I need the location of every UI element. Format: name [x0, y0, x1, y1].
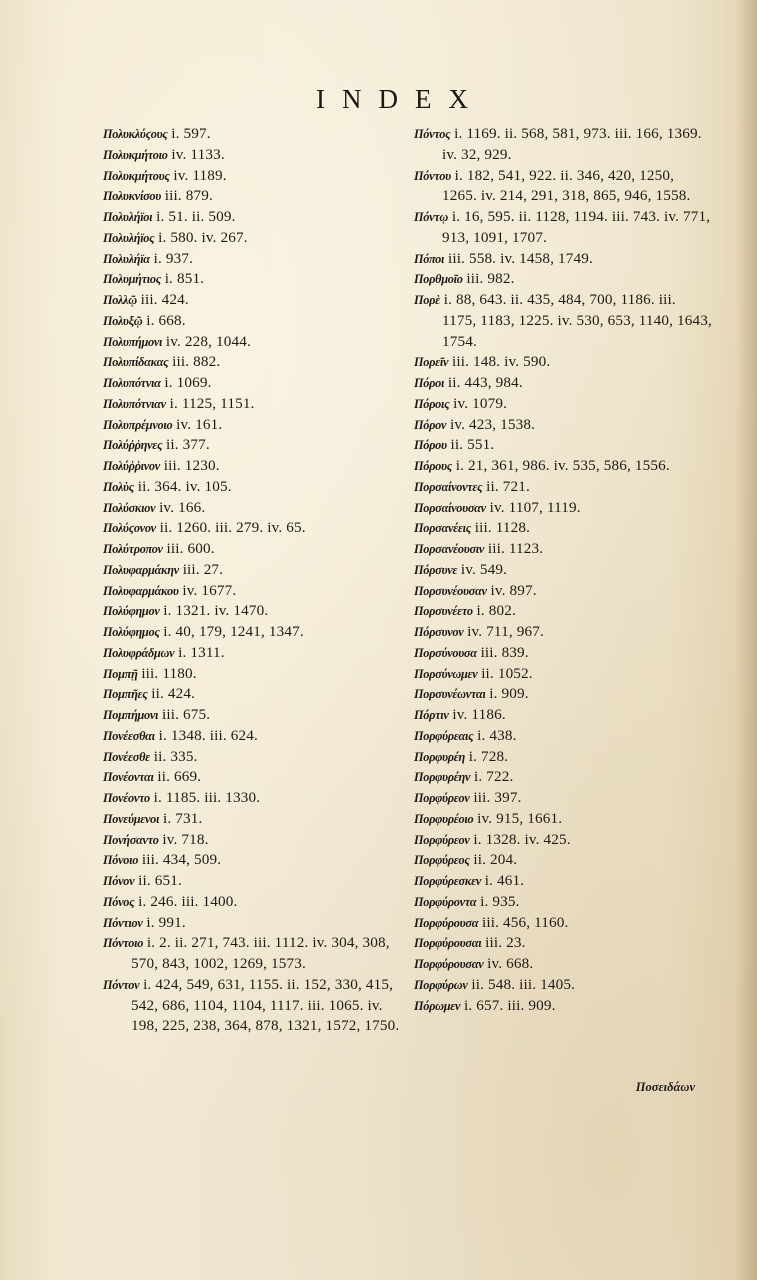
- index-term: Πολυκλύϛους: [103, 127, 168, 141]
- index-references: ii. 721.: [486, 477, 530, 495]
- index-references: i. 728.: [468, 747, 509, 765]
- index-term: Πορφύρεαις: [414, 728, 474, 743]
- index-entry: [103, 830, 403, 851]
- index-entry: [103, 332, 403, 353]
- index-entry: [414, 788, 712, 809]
- index-references: iii. 879.: [164, 187, 213, 205]
- index-references: ii. 551.: [450, 436, 495, 454]
- index-term: Πορφύρουσαι: [414, 936, 482, 951]
- index-term: Πολυφαρμάκην: [103, 562, 179, 577]
- index-references: iv. 1133.: [171, 145, 225, 163]
- index-term: Πολύφημον: [103, 604, 160, 619]
- index-entry: [414, 830, 712, 851]
- index-term: Πολυκνίσου: [103, 189, 161, 204]
- index-references: ii. 204.: [473, 851, 518, 869]
- index-references: iv. 166.: [159, 498, 206, 516]
- index-term: Πολυκμήτους: [103, 168, 170, 183]
- index-references: iii. 27.: [182, 560, 224, 578]
- index-term: Πόντου: [414, 168, 451, 183]
- index-entry: [103, 269, 403, 290]
- index-entry: [103, 290, 403, 311]
- index-entry: [103, 913, 403, 934]
- index-references: iv. 549.: [460, 560, 508, 578]
- index-entry: [414, 435, 712, 456]
- index-entry: [103, 601, 403, 622]
- index-term: Πορφύρεον: [414, 832, 470, 847]
- index-entry: [414, 166, 712, 208]
- index-entry: [414, 933, 712, 954]
- index-term: Πολύϛονον: [103, 521, 156, 536]
- index-term: Πόνον: [103, 874, 135, 888]
- index-references: iii. 600.: [166, 540, 215, 557]
- index-entry: [103, 166, 403, 187]
- index-term: Πονεύμενοι: [103, 811, 160, 826]
- index-references: i. 1185. iii. 1330.: [153, 789, 261, 806]
- index-entry: [414, 664, 712, 685]
- index-term: Πόροις: [414, 396, 450, 411]
- index-entry: [103, 643, 403, 664]
- index-entry: [414, 601, 712, 622]
- index-references: iii. 882.: [172, 353, 221, 371]
- index-term: Πορσυνέετο: [414, 604, 473, 619]
- index-term: Πορσανέεις: [414, 521, 471, 536]
- index-entry: [414, 975, 712, 996]
- index-entry: [414, 726, 712, 747]
- index-term: Πόρον: [414, 417, 447, 432]
- index-term: Πορσαίνοντες: [414, 479, 483, 494]
- index-entry: [103, 477, 403, 498]
- index-references: i. 580. iv. 267.: [158, 228, 248, 246]
- index-term: Πολύφημος: [103, 625, 160, 639]
- index-entry: [414, 352, 712, 373]
- index-term: Πορφυρέοιο: [414, 811, 474, 826]
- index-term: Πόνος: [103, 894, 135, 909]
- index-term: Πολυλήϊα: [103, 251, 150, 266]
- index-term: Πόντοιο: [103, 936, 144, 951]
- index-references: i. 1169. ii. 568, 581, 973. iii. 166, 1369. iv. 32, 929.: [442, 125, 702, 163]
- index-entry: [414, 747, 712, 768]
- index-references: ii. 669.: [157, 768, 202, 786]
- index-references: i. 851.: [164, 270, 205, 288]
- index-references: i. 88, 643. ii. 435, 484, 700, 1186. iii. 1175, 1183, 1225. iv. 530, 653, 1140, 1643, 1754.: [442, 291, 712, 350]
- index-entry: [414, 581, 712, 602]
- index-references: iii. 424.: [140, 291, 189, 308]
- index-references: ii. 1260. iii. 279. iv. 65.: [159, 519, 306, 537]
- index-references: iv. 228, 1044.: [165, 332, 251, 350]
- index-term: Πονέονται: [103, 770, 154, 785]
- index-entry: [103, 311, 403, 332]
- index-term: Πολυλήϊος: [103, 230, 155, 245]
- index-term: Πόντῳ: [414, 210, 449, 224]
- index-entry: [414, 518, 712, 539]
- index-entry: [103, 975, 403, 1037]
- index-term: Πολυλήϊοι: [103, 210, 153, 224]
- index-entry: [414, 373, 712, 394]
- index-entry: [103, 249, 403, 270]
- index-term: Πολυπρέμνοιο: [103, 417, 173, 432]
- index-term: Πορφύρων: [414, 977, 468, 992]
- index-term: Πολυπότνιαν: [103, 396, 166, 411]
- index-entry: [103, 871, 403, 892]
- index-entry: [414, 207, 712, 249]
- index-references: i. 657. iii. 909.: [463, 996, 556, 1014]
- index-entry: [414, 498, 712, 519]
- index-term: Πορφυρέην: [414, 770, 471, 785]
- index-term: Πόρσυνον: [414, 625, 464, 639]
- index-entry: [103, 352, 403, 373]
- index-references: iv. 668.: [487, 955, 534, 972]
- index-term: Πορσύνουσα: [414, 645, 477, 660]
- page-header: INDEX: [316, 84, 485, 114]
- index-references: i. 1321. iv. 1470.: [163, 602, 269, 620]
- index-references: i. 802.: [476, 602, 516, 620]
- index-references: iii. 23.: [485, 934, 526, 952]
- index-term: Πολλῷ: [103, 293, 137, 307]
- index-term: Πόντος: [414, 127, 451, 141]
- index-entry: [414, 767, 712, 788]
- index-term: Πολύτροπον: [103, 542, 163, 556]
- index-references: i. 424, 549, 631, 1155. ii. 152, 330, 415, 542, 686, 1104, 1104, 1117. iii. 1065. iv. 198, 225, 238, 364, 878, 1321, 1572, 1750.: [131, 975, 400, 1035]
- index-term: Πόνοιο: [103, 853, 139, 868]
- index-entry: [414, 456, 712, 477]
- index-references: i. 731.: [162, 809, 203, 827]
- index-term: Πόρωμεν: [414, 998, 461, 1013]
- index-entry: [103, 207, 403, 228]
- index-references: ii. 424.: [151, 685, 196, 703]
- index-references: iii. 148. iv. 590.: [451, 353, 551, 371]
- index-entry: [103, 809, 403, 830]
- index-entry: [414, 415, 712, 436]
- index-term: Πορὲ: [414, 293, 440, 307]
- index-references: iii. 1128.: [474, 519, 531, 537]
- index-term: Πορφύρουσα: [414, 915, 479, 930]
- index-references: i. 461.: [484, 872, 525, 889]
- index-references: i. 21, 361, 986. iv. 535, 586, 1556.: [455, 457, 670, 474]
- index-term: Πόντον: [103, 977, 140, 992]
- page-edge-shadow: [735, 0, 757, 1280]
- index-references: iv. 1189.: [173, 166, 227, 184]
- index-entry: [103, 664, 403, 685]
- index-references: i. 668.: [146, 311, 186, 329]
- index-term: Πονέεσθε: [103, 749, 150, 764]
- index-entry: [103, 581, 403, 602]
- index-references: i. 1328. iv. 425.: [473, 830, 571, 848]
- index-entry: [414, 871, 712, 892]
- index-references: i. 1125, 1151.: [169, 394, 255, 412]
- index-term: Πορσανέουσιν: [414, 542, 485, 556]
- index-entry: [103, 892, 403, 913]
- index-term: Πονήσαντο: [103, 832, 159, 847]
- index-references: iv. 161.: [176, 415, 223, 433]
- index-term: Πολύῤῥινον: [103, 459, 160, 473]
- index-term: Πολὺς: [103, 479, 134, 494]
- index-term: Πόρους: [414, 459, 452, 473]
- index-term: Πομπῆες: [103, 687, 148, 702]
- index-entry: [103, 145, 403, 166]
- index-references: i. 722.: [473, 768, 514, 786]
- index-references: i. 40, 179, 1241, 1347.: [163, 623, 304, 640]
- index-term: Πορφυρέη: [414, 749, 465, 764]
- index-term: Πονέοντο: [103, 791, 150, 805]
- index-references: i. 182, 541, 922. ii. 346, 420, 1250, 1265. iv. 214, 291, 318, 865, 946, 1558.: [442, 166, 691, 205]
- index-references: iii. 982.: [466, 270, 515, 288]
- index-term: Πόρσυνε: [414, 562, 458, 577]
- index-entry: [414, 622, 712, 643]
- index-entry: [103, 228, 403, 249]
- index-term: Πορφύρεσκεν: [414, 874, 481, 888]
- index-entry: [414, 705, 712, 726]
- index-term: Πορσυνέωνται: [414, 687, 486, 702]
- index-references: iv. 915, 1661.: [477, 809, 563, 827]
- index-references: iii. 1123.: [487, 540, 544, 557]
- index-term: Πορφύρεον: [414, 791, 470, 805]
- index-references: ii. 1052.: [481, 664, 533, 682]
- index-entry: [414, 539, 712, 560]
- index-term: Πόρου: [414, 438, 447, 453]
- index-entry: [414, 913, 712, 934]
- index-references: i. 51. ii. 509.: [156, 208, 236, 225]
- index-entry: [103, 747, 403, 768]
- index-term: Πολυμήτιος: [103, 272, 161, 287]
- index-term: Πολύῤῥηνες: [103, 438, 163, 453]
- index-column-right: [414, 124, 712, 1016]
- index-references: iv. 711, 967.: [467, 623, 544, 640]
- index-references: i. 246. iii. 1400.: [138, 892, 238, 910]
- index-entry: [414, 954, 712, 975]
- index-entry: [414, 643, 712, 664]
- index-term: Πομπῇ: [103, 666, 138, 681]
- index-entry: [103, 415, 403, 436]
- index-entry: [103, 767, 403, 788]
- index-term: Πολυπήμονι: [103, 334, 163, 349]
- index-references: iv. 423, 1538.: [449, 415, 536, 433]
- index-entry: [414, 850, 712, 871]
- index-references: i. 935.: [480, 892, 520, 910]
- index-entry: [414, 269, 712, 290]
- index-references: ii. 651.: [138, 872, 182, 889]
- index-term: Πονέεσθαι: [103, 728, 155, 743]
- index-references: iii. 839.: [480, 643, 529, 661]
- index-entry: [103, 705, 403, 726]
- index-references: ii. 443, 984.: [447, 374, 523, 391]
- index-entry: [103, 186, 403, 207]
- index-entry: [103, 850, 403, 871]
- index-references: ii. 548. iii. 1405.: [471, 975, 576, 993]
- index-term: Πομπήμονι: [103, 708, 159, 722]
- index-entry: [414, 892, 712, 913]
- index-entry: [414, 124, 712, 166]
- index-entry: [414, 684, 712, 705]
- index-term: Πόποι: [414, 251, 445, 266]
- index-references: iii. 675.: [161, 706, 211, 723]
- index-entry: [103, 498, 403, 519]
- index-references: iii. 1230.: [163, 457, 220, 474]
- index-references: iv. 1079.: [453, 394, 508, 412]
- index-entry: [103, 560, 403, 581]
- index-term: Πολύσκιον: [103, 500, 156, 515]
- index-term: Πόρτιν: [414, 708, 449, 722]
- index-term: Πόροι: [414, 376, 445, 390]
- index-term: Πορεῖν: [414, 355, 449, 370]
- index-term: Πολυπίδακας: [103, 355, 169, 370]
- index-references: ii. 335.: [153, 747, 198, 765]
- index-references: ii. 364. iv. 105.: [137, 477, 232, 495]
- index-term: Πόντιον: [103, 915, 143, 930]
- index-entry: [414, 394, 712, 415]
- index-term: Πολυφράδμων: [103, 645, 175, 660]
- index-entry: [103, 435, 403, 456]
- index-term: Πορφύροντα: [414, 894, 477, 909]
- index-references: i. 909.: [489, 685, 529, 703]
- index-references: i. 991.: [146, 913, 186, 931]
- index-entry: [103, 394, 403, 415]
- index-references: i. 1069.: [164, 374, 212, 391]
- index-entry: [414, 996, 712, 1017]
- index-references: i. 1348. iii. 624.: [158, 726, 258, 744]
- index-references: iv. 718.: [162, 830, 209, 848]
- index-column-left: [103, 124, 403, 1037]
- index-entry: [103, 684, 403, 705]
- index-references: iv. 897.: [490, 581, 537, 599]
- index-entry: [414, 560, 712, 581]
- index-entry: [414, 477, 712, 498]
- index-references: i. 16, 595. ii. 1128, 1194. iii. 743. iv. 771, 913, 1091, 1707.: [442, 208, 711, 246]
- index-references: iii. 1180.: [141, 664, 197, 682]
- index-term: Πορθμοῖο: [414, 272, 463, 287]
- index-references: i. 597.: [171, 125, 211, 142]
- index-entry: [103, 539, 403, 560]
- index-term: Πορφύρεος: [414, 853, 470, 868]
- index-references: ii. 377.: [165, 436, 210, 454]
- index-entry: [103, 726, 403, 747]
- index-references: iii. 456, 1160.: [482, 913, 569, 931]
- index-references: iii. 397.: [473, 789, 522, 806]
- index-term: Πορσύνωμεν: [414, 666, 478, 681]
- index-references: i. 937.: [153, 249, 194, 267]
- index-term: Πολυκμήτοιο: [103, 147, 168, 162]
- index-references: iv. 1677.: [182, 581, 237, 599]
- index-entry: [103, 788, 403, 809]
- catchword: Ποσειδάων: [635, 1080, 695, 1094]
- index-references: iii. 434, 509.: [141, 851, 222, 869]
- index-references: i. 438.: [477, 726, 517, 744]
- index-entry: [414, 290, 712, 352]
- index-references: iv. 1186.: [452, 706, 506, 723]
- index-term: Πολυφαρμάκου: [103, 583, 179, 598]
- index-references: iv. 1107, 1119.: [489, 498, 581, 516]
- index-references: i. 2. ii. 271, 743. iii. 1112. iv. 304, 308, 570, 843, 1002, 1269, 1573.: [131, 934, 390, 972]
- index-entry: [103, 373, 403, 394]
- index-entry: [414, 249, 712, 270]
- index-entry: [103, 622, 403, 643]
- index-entry: [414, 809, 712, 830]
- index-references: iii. 558. iv. 1458, 1749.: [447, 249, 593, 267]
- index-entry: [103, 124, 403, 145]
- index-references: i. 1311.: [178, 643, 225, 661]
- index-term: Πορσυνέουσαν: [414, 583, 487, 598]
- index-term: Πολυπότνια: [103, 376, 161, 390]
- index-term: Πολυξῷ: [103, 313, 143, 328]
- index-entry: [103, 456, 403, 477]
- index-entry: [103, 933, 403, 975]
- index-term: Πορφύρουσαν: [414, 957, 484, 971]
- index-entry: [103, 518, 403, 539]
- index-term: Πορσαίνουσαν: [414, 500, 486, 515]
